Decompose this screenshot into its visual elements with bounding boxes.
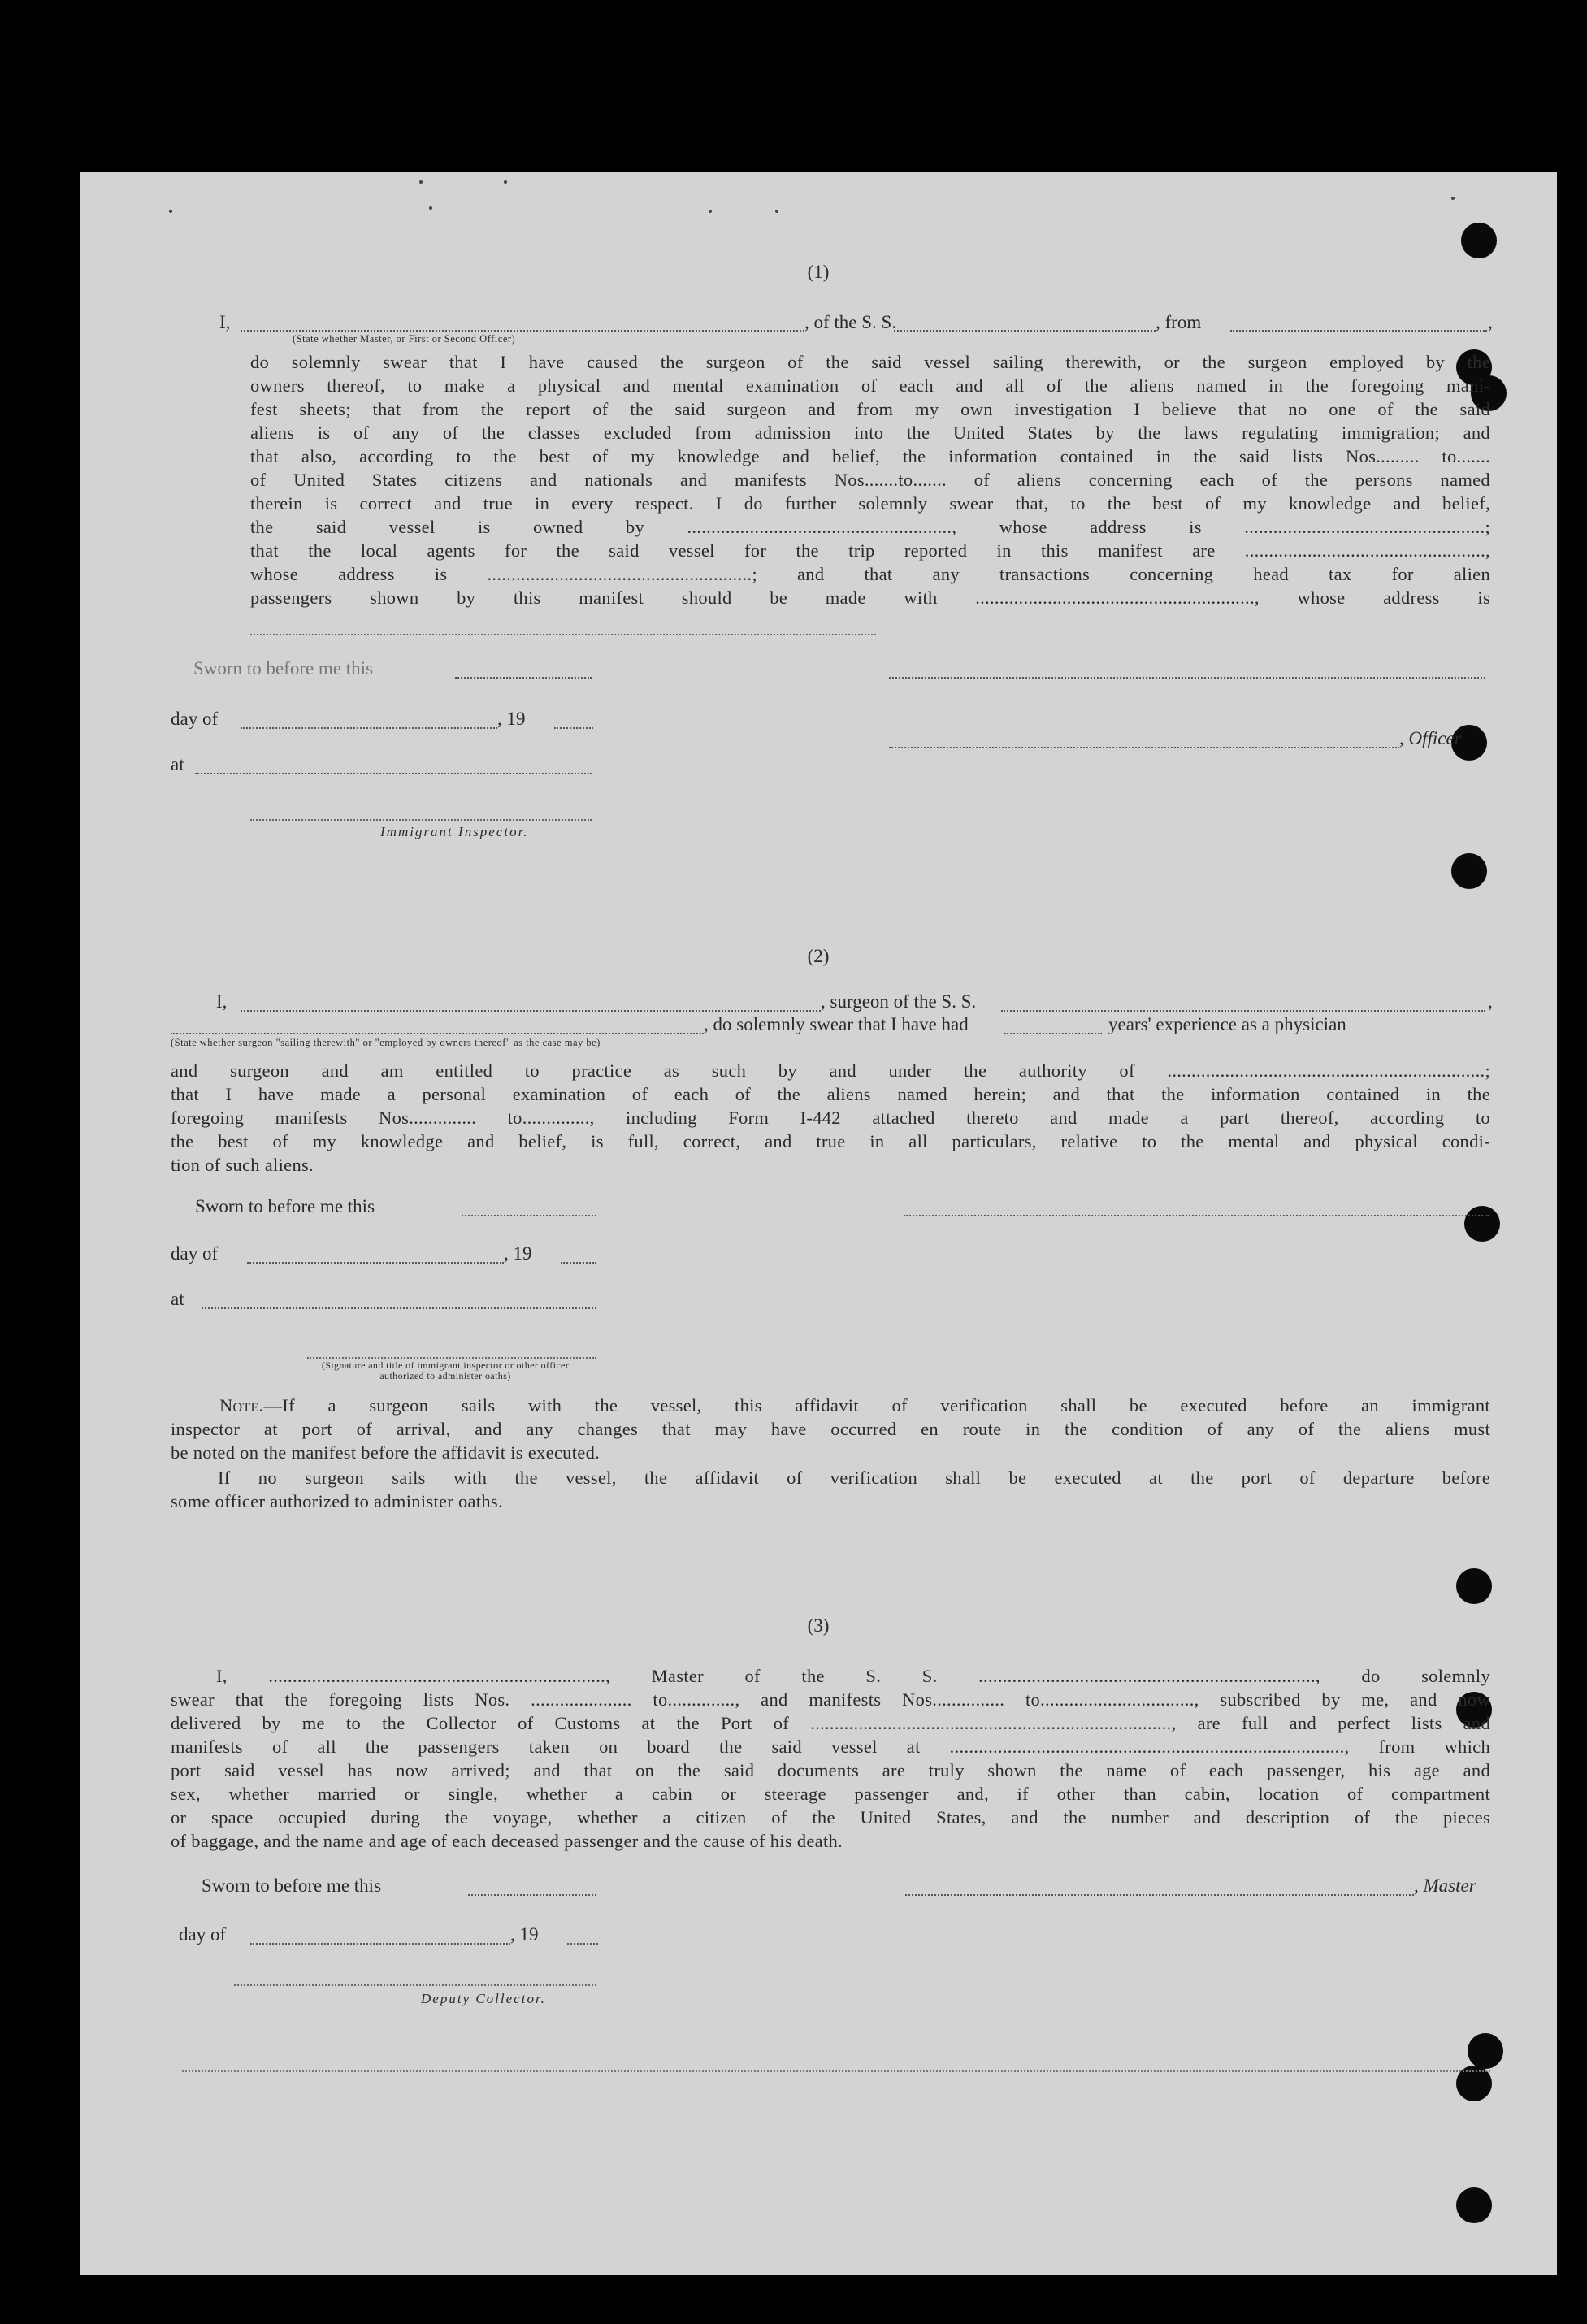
section-1-number: (1) [807, 262, 830, 282]
s1-sworn: Sworn to before me this [193, 658, 374, 679]
s1-body-line: whose address is .......................................................; and that any transactions concerning head tax for alien [250, 564, 1490, 584]
s2-signature-field[interactable] [904, 1214, 1489, 1216]
s1-day: day of [171, 709, 219, 729]
s3-master-label: , Master [1414, 1875, 1476, 1896]
punch-hole [1451, 853, 1487, 889]
s3-body-line: manifests of all the passengers taken on board the said vessel at .................................................................................., from which [171, 1736, 1490, 1757]
s1-year: , 19 [497, 709, 526, 729]
s3-body-line: swear that the foregoing lists Nos. ..................... to.............., and manifests Nos............... to................................, subscribed by me, and now [171, 1689, 1490, 1710]
s1-inspector-line[interactable] [250, 819, 592, 821]
s1-day-field[interactable] [241, 726, 497, 729]
punch-hole [1456, 1568, 1492, 1604]
s1-body-line: fest sheets; that from the report of the said surgeon and from my own investigation I believe that no one of the said [250, 399, 1490, 419]
s3-day: day of [179, 1924, 227, 1945]
s2-line1-end: , [1488, 991, 1493, 1012]
section-3-number: (3) [807, 1615, 830, 1636]
s3-year-field[interactable] [567, 1942, 598, 1945]
speck [709, 210, 712, 213]
s1-at-field[interactable] [195, 772, 592, 774]
s1-inspector-caption: Immigrant Inspector. [380, 824, 529, 839]
speck [419, 180, 423, 184]
s2-note-line [171, 1394, 1490, 1417]
s1-body-line: owners thereof, to make a physical and mental examination of each and all of the aliens named in the foregoing mani- [250, 375, 1490, 396]
s1-line1-ss: , of the S. S. [804, 312, 897, 332]
s1-body-line: aliens is of any of the classes excluded from admission into the United States by the laws regulating immigration; and [250, 423, 1490, 443]
s2-at: at [171, 1289, 184, 1309]
s3-collector-caption: Deputy Collector. [421, 1991, 546, 2006]
s3-day-field[interactable] [250, 1942, 510, 1945]
s2-at-field[interactable] [202, 1307, 596, 1309]
s1-body-line: passengers shown by this manifest should be made with .........................................................., whose address is [250, 588, 1490, 608]
s2-line2-years: years' experience as a physician [1108, 1014, 1346, 1034]
s1-line1-end: , [1488, 312, 1493, 332]
s3-body-line: or space occupied during the voyage, whether a citizen of the United States, and the number and description of the pieces [171, 1807, 1490, 1828]
bottom-rule [182, 2070, 1490, 2072]
s2-note-line: If no surgeon sails with the vessel, the affidavit of verification shall be executed at the port of departure before [218, 1468, 1490, 1488]
speck [775, 210, 778, 213]
s2-note-text: —If a surgeon sails with the vessel, this affidavit of verification shall be executed before an immigrant [263, 1395, 1490, 1416]
s3-body-line: sex, whether married or single, whether a cabin or steerage passenger and, if other than cabin, location of compartment [171, 1784, 1490, 1804]
s2-body-line: and surgeon and am entitled to practice as such by and under the authority of ..................................................................; [171, 1060, 1490, 1081]
s1-at: at [171, 754, 184, 774]
s2-vessel-field[interactable] [1001, 1009, 1485, 1012]
s2-sig-caption: (Signature and title of immigrant inspector or other officer authorized to administer oaths) [321, 1359, 570, 1381]
s1-vessel-field[interactable] [894, 329, 1156, 332]
s2-line1-ss: , surgeon of the S. S. [821, 991, 977, 1012]
speck [1451, 197, 1455, 200]
punch-hole [1468, 2033, 1503, 2069]
s2-day: day of [171, 1243, 219, 1264]
s3-sworn-field[interactable] [468, 1893, 596, 1896]
s1-sub-caption: (State whether Master, or First or Second Officer) [293, 333, 516, 345]
s1-body-line: that also, according to the best of my knowledge and belief, the information contained in the said lists Nos......... to....... [250, 446, 1490, 466]
s2-day-field[interactable] [247, 1261, 504, 1264]
s1-dotted-rule[interactable] [250, 634, 876, 635]
s3-body-line: delivered by me to the Collector of Customs at the Port of ..........................................................................., are full and perfect lists and [171, 1713, 1490, 1733]
s2-note-line: be noted on the manifest before the affidavit is executed. [171, 1442, 601, 1463]
form-sheet [80, 172, 1557, 2275]
s1-name-field[interactable] [241, 329, 804, 332]
s3-body-line: port said vessel has now arrived; and that on the said documents are truly shown the name of each passenger, his age and [171, 1760, 1490, 1780]
s1-line1-i: I, [219, 312, 231, 332]
s2-note-line: inspector at port of arrival, and any changes that may have occurred en route in the condition of any of the aliens must [171, 1419, 1490, 1439]
s3-master-field[interactable] [905, 1893, 1414, 1896]
section-2-number: (2) [807, 946, 830, 966]
speck [429, 206, 432, 210]
speck [504, 180, 507, 184]
s3-body-line: of baggage, and the name and age of each deceased passenger and the cause of his death. [171, 1831, 843, 1851]
s2-name-field[interactable] [241, 1009, 821, 1012]
s1-signature-field[interactable] [889, 676, 1485, 679]
s2-body-line: tion of such aliens. [171, 1155, 314, 1175]
s1-body-line: do solemnly swear that I have caused the surgeon of the said vessel sailing therewith, or the surgeon employed by the [250, 352, 1490, 372]
s2-body-line: foregoing manifests Nos.............. to.............., including Form I-442 attached thereto and made a part thereof, according to [171, 1108, 1490, 1128]
s2-body-line: that I have made a personal examination of each of the aliens named herein; and that the information contained in the [171, 1084, 1490, 1104]
s2-line1-i: I, [216, 991, 228, 1012]
s1-from-field[interactable] [1230, 329, 1487, 332]
s2-note-line: some officer authorized to administer oaths. [171, 1491, 503, 1511]
s1-body-line: therein is correct and true in every respect. I do further solemnly swear that, to the best of my knowledge and belief, [250, 493, 1490, 514]
s2-line2-swear: , do solemnly swear that I have had [704, 1014, 969, 1034]
s2-sub-caption: (State whether surgeon "sailing therewith" or "employed by owners thereof" as the case may be) [171, 1037, 601, 1048]
s2-year-field[interactable] [561, 1261, 596, 1264]
s2-sig-line[interactable] [307, 1357, 596, 1359]
s3-body-line: I, ......................................................................, Master of the S. S. ......................................................................, do solemnly [216, 1666, 1490, 1686]
s2-year: , 19 [504, 1243, 532, 1264]
s2-sworn: Sworn to before me this [195, 1196, 375, 1216]
speck [169, 210, 172, 213]
s2-body-line: the best of my knowledge and belief, is full, correct, and true in all particulars, relative to the mental and physical condi- [171, 1131, 1490, 1151]
s2-note-label: Note. [219, 1395, 264, 1416]
s1-line1-from: , from [1156, 312, 1202, 332]
s2-type-field[interactable] [171, 1032, 704, 1034]
s1-sworn-field[interactable] [455, 676, 592, 679]
punch-hole [1464, 1206, 1500, 1242]
s1-officer-label: , Officer [1399, 728, 1462, 748]
s1-body-line: of United States citizens and nationals and manifests Nos.......to....... of aliens concerning each of the persons named [250, 470, 1490, 490]
s2-years-field[interactable] [1004, 1032, 1102, 1034]
punch-hole [1456, 2187, 1492, 2223]
s3-sworn: Sworn to before me this [202, 1875, 382, 1896]
s1-officer-field[interactable] [889, 746, 1399, 748]
s3-collector-line[interactable] [234, 1984, 596, 1986]
s3-year: , 19 [510, 1924, 539, 1945]
s1-body-line: that the local agents for the said vessel for the trip reported in this manifest are .................................................., [250, 540, 1490, 561]
s1-body-line: the said vessel is owned by ......................................................., whose address is ..................................................; [250, 517, 1490, 537]
punch-hole [1461, 223, 1497, 258]
s1-year-field[interactable] [554, 726, 593, 729]
s2-sworn-field[interactable] [462, 1214, 596, 1216]
